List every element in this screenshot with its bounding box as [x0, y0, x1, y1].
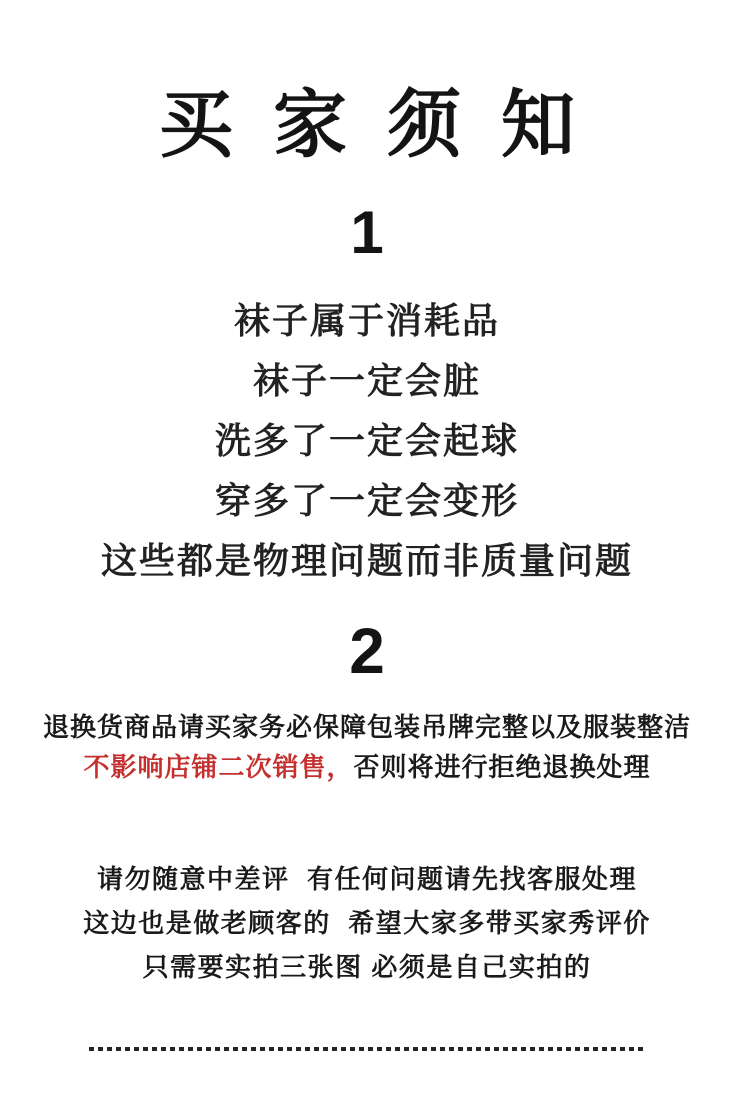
notice-line-socks-dirty: 袜子一定会脏	[252, 359, 481, 401]
review-guidance-block	[0, 857, 734, 989]
return-policy-red-highlight: 不影响店铺二次销售，	[83, 751, 354, 782]
return-policy-line-2: 否则将进行拒绝退换处理	[353, 751, 651, 782]
dashed-divider	[89, 1047, 645, 1051]
review-line-no-bad-reviews: 请勿随意中差评 有任何问题请先找客服处理	[97, 863, 637, 894]
notice-line-physical-not-quality: 这些都是物理问题而非质量问题	[100, 539, 633, 581]
return-policy-paragraph	[0, 707, 734, 787]
notice-line-socks-consumable: 袜子属于消耗品	[233, 299, 500, 341]
section-1-number: 1	[350, 198, 384, 266]
review-line-three-photos: 只需要实拍三张图 必须是自己实拍的	[142, 951, 592, 982]
notice-line-deform: 穿多了一定会变形	[214, 479, 519, 521]
section-2-number: 2	[349, 614, 385, 687]
review-line-repeat-customers: 这边也是做老顾客的 希望大家多带买家秀评价	[83, 907, 651, 938]
return-policy-line-1: 退换货商品请买家务必保障包装吊牌完整以及服装整洁	[42, 711, 691, 742]
notice-line-pilling: 洗多了一定会起球	[214, 419, 519, 461]
page-title: 买家须知	[159, 83, 615, 166]
